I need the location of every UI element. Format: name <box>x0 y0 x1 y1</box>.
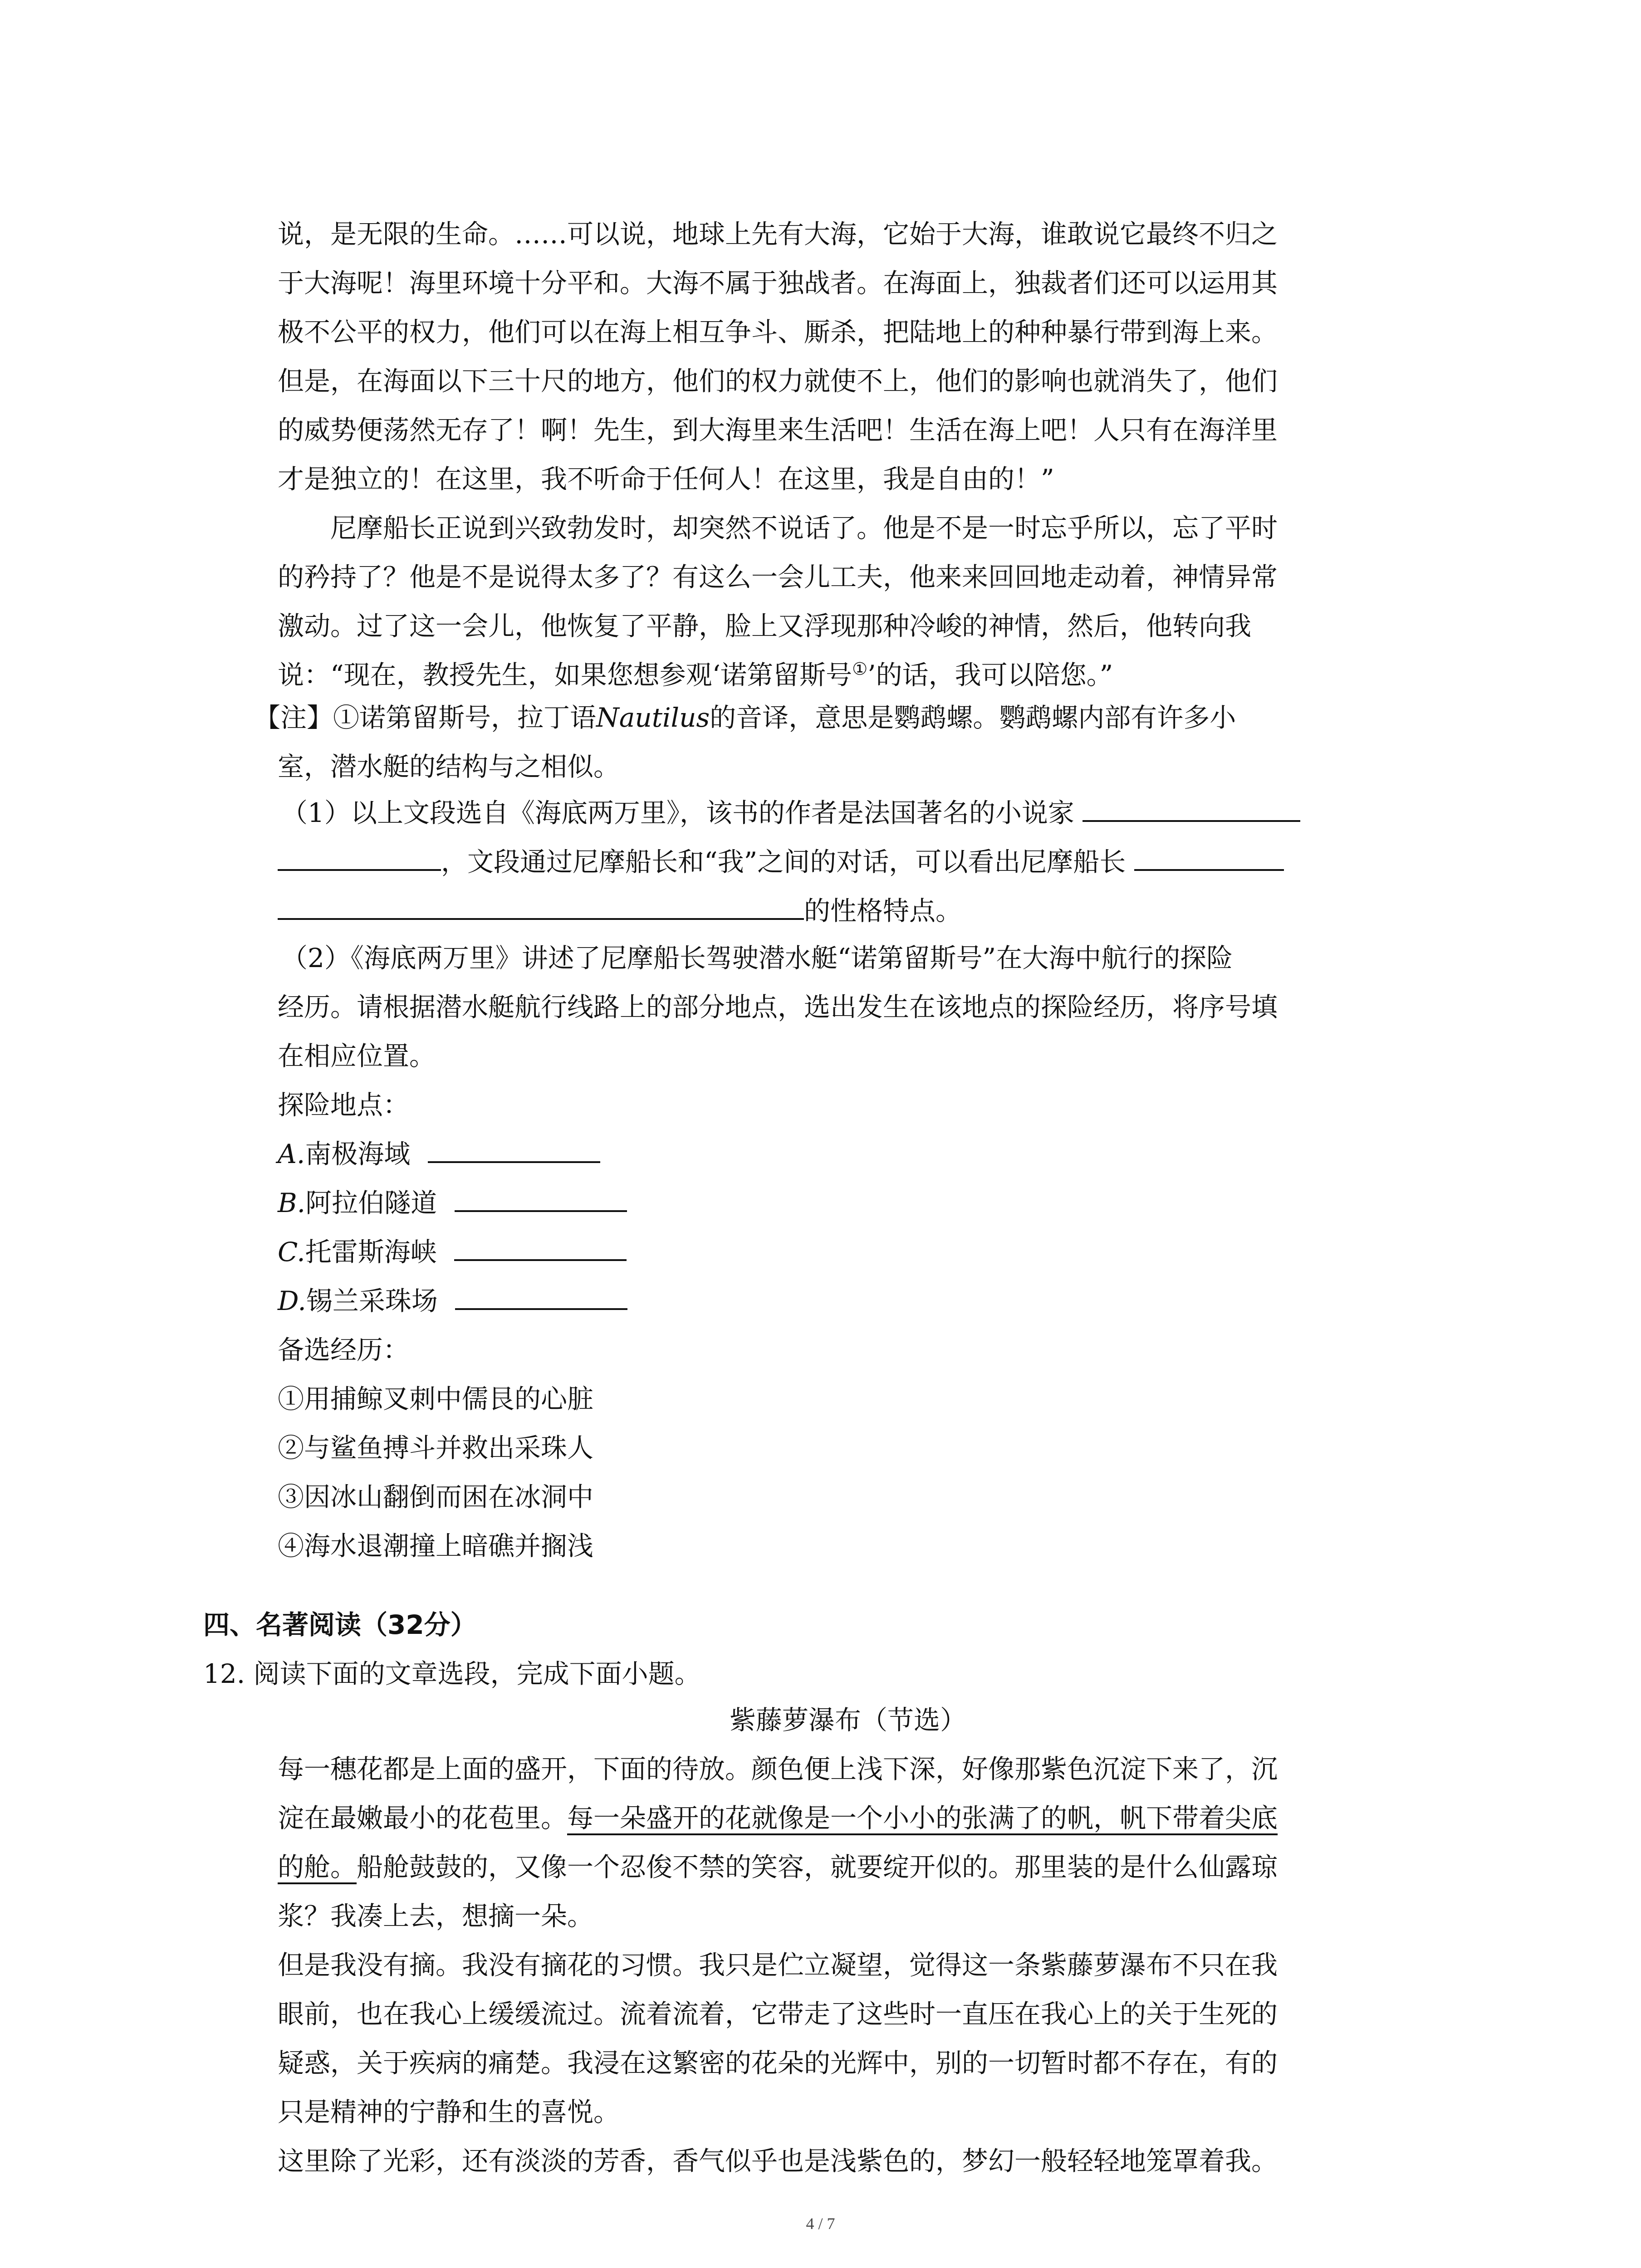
text-segment: （1）以上文段选自《海底两万里》，该书的作者是法国著名的小说家 <box>281 797 1074 828</box>
place-name: 锡兰采珠场 <box>306 1286 438 1316</box>
text-line: 但是，在海面以下三十尺的地方，他们的权力就使不上，他们的影响也就消失了，他们 <box>278 366 1278 396</box>
place-item <box>278 1178 627 1227</box>
text-segment: 【注】①诺第留斯号，拉丁语 <box>254 702 597 733</box>
text-segment: 说：“现在，教授先生，如果您想参观‘诺第留斯号 <box>278 660 852 690</box>
text-line: 尼摩船长正说到兴致勃发时，却突然不说话了。他是不是一时忘乎所以，忘了平时 <box>330 513 1278 543</box>
option-item: ③因冰山翻倒而困在冰洞中 <box>278 1481 594 1512</box>
text-line: 极不公平的权力，他们可以在海上相互争斗、厮杀，把陆地上的种种暴行带到海上来。 <box>278 317 1278 347</box>
text-line: 的威势便荡然无存了！啊！先生，到大海里来生活吧！生活在海上吧！人只有在海洋里 <box>278 415 1278 445</box>
options-label: 备选经历： <box>278 1334 410 1365</box>
option-item: ①用捕鲸叉刺中儒艮的心脏 <box>278 1383 594 1414</box>
place-item <box>278 1276 627 1325</box>
question-line: （2）《海底两万里》讲述了尼摩船长驾驶潜水艇“诺第留斯号”在大海中航行的探险 <box>281 943 1233 973</box>
question-line <box>278 837 1284 886</box>
question-line: 在相应位置。 <box>278 1041 436 1071</box>
question-line <box>281 788 1300 837</box>
answer-blank-c[interactable] <box>454 1246 627 1261</box>
places-label: 探险地点： <box>278 1090 410 1120</box>
article-line: 每一穗花都是上面的盛开，下面的待放。颜色便上浅下深，好像那紫色沉淀下来了，沉 <box>278 1754 1278 1784</box>
answer-blank-d[interactable] <box>455 1295 627 1310</box>
article-line: 眼前，也在我心上缓缓流过。流着流着，它带走了这些时一直压在我心上的关于生死的 <box>278 1999 1278 2029</box>
place-item <box>278 1227 627 1276</box>
answer-blank-a[interactable] <box>428 1148 600 1163</box>
question-12-prompt: 12. 阅读下面的文章选段，完成下面小题。 <box>203 1658 701 1689</box>
article-line <box>278 1794 1278 1843</box>
place-name: 阿拉伯隧道 <box>305 1188 437 1218</box>
answer-blank-author-cont[interactable] <box>278 855 441 871</box>
underlined-sentence: 的舱。 <box>278 1852 357 1882</box>
text-segment: 的音译，意思是鹦鹉螺。鹦鹉螺内部有许多小 <box>710 702 1236 733</box>
text-segment: 船舱鼓鼓的，又像一个忍俊不禁的笑容，就要绽开似的。那里装的是什么仙露琼 <box>357 1852 1278 1882</box>
answer-blank-b[interactable] <box>455 1197 627 1212</box>
footnote-mark: ① <box>852 659 868 679</box>
text-line <box>278 650 1113 699</box>
answer-blank-character[interactable] <box>1134 855 1284 871</box>
article-line: 疑惑，关于疾病的痛楚。我浸在这繁密的花朵的光辉中，别的一切暂时都不存在，有的 <box>278 2048 1278 2078</box>
answer-blank-author[interactable] <box>1083 807 1300 822</box>
place-letter: A. <box>278 1139 305 1169</box>
text-segment: ，文段通过尼摩船长和“我”之间的对话，可以看出尼摩船长 <box>441 846 1126 877</box>
article-line: 只是精神的宁静和生的喜悦。 <box>278 2097 620 2127</box>
place-name: 托雷斯海峡 <box>305 1237 437 1267</box>
place-name: 南极海域 <box>305 1139 411 1169</box>
footnote-line: 室，潜水艇的结构与之相似。 <box>278 751 620 782</box>
option-item: ④海水退潮撞上暗礁并搁浅 <box>278 1530 594 1561</box>
article-line: 这里除了光彩，还有淡淡的芳香，香气似乎也是浅紫色的，梦幻一般轻轻地笼罩着我。 <box>278 2146 1278 2176</box>
question-line: 经历。请根据潜水艇航行线路上的部分地点，选出发生在该地点的探险经历，将序号填 <box>278 992 1278 1022</box>
article-line: 浆？我凑上去，想摘一朵。 <box>278 1901 594 1931</box>
latin-term: Nautilus <box>596 702 710 733</box>
text-segment: ’的话，我可以陪您。” <box>867 660 1113 690</box>
text-line: 的矜持了？他是不是说得太多了？有这么一会儿工夫，他来来回回地走动着，神情异常 <box>278 562 1278 592</box>
article-title: 紫藤萝瀑布（节选） <box>730 1705 967 1735</box>
text-line: 激动。过了这一会儿，他恢复了平静，脸上又浮现那种冷峻的神情，然后，他转向我 <box>278 611 1252 641</box>
place-letter: C. <box>278 1237 305 1267</box>
text-line: 说，是无限的生命。……可以说，地球上先有大海，它始于大海，谁敢说它最终不归之 <box>278 219 1278 249</box>
article-line <box>278 1843 1278 1892</box>
text-line: 于大海呢！海里环境十分平和。大海不属于独战者。在海面上，独裁者们还可以运用其 <box>278 268 1278 298</box>
page-number: 4 / 7 <box>806 2214 835 2233</box>
article-line: 但是我没有摘。我没有摘花的习惯。我只是伫立凝望，觉得这一条紫藤萝瀑布不只在我 <box>278 1950 1278 1980</box>
underlined-sentence: 每一朵盛开的花就像是一个小小的张满了的帆，帆下带着尖底 <box>567 1803 1278 1833</box>
place-letter: D. <box>278 1286 306 1316</box>
question-line <box>278 886 962 935</box>
option-item: ②与鲨鱼搏斗并救出采珠人 <box>278 1432 594 1463</box>
section-heading: 四、名著阅读（32分） <box>203 1609 477 1640</box>
answer-blank-character-cont[interactable] <box>278 904 804 920</box>
place-item <box>278 1129 600 1178</box>
text-line: 才是独立的！在这里，我不听命于任何人！在这里，我是自由的！” <box>278 464 1054 494</box>
text-segment: 的性格特点。 <box>804 895 962 926</box>
place-letter: B. <box>278 1188 306 1218</box>
footnote-line <box>254 693 1236 742</box>
text-segment: 淀在最嫩最小的花苞里。 <box>278 1803 568 1833</box>
